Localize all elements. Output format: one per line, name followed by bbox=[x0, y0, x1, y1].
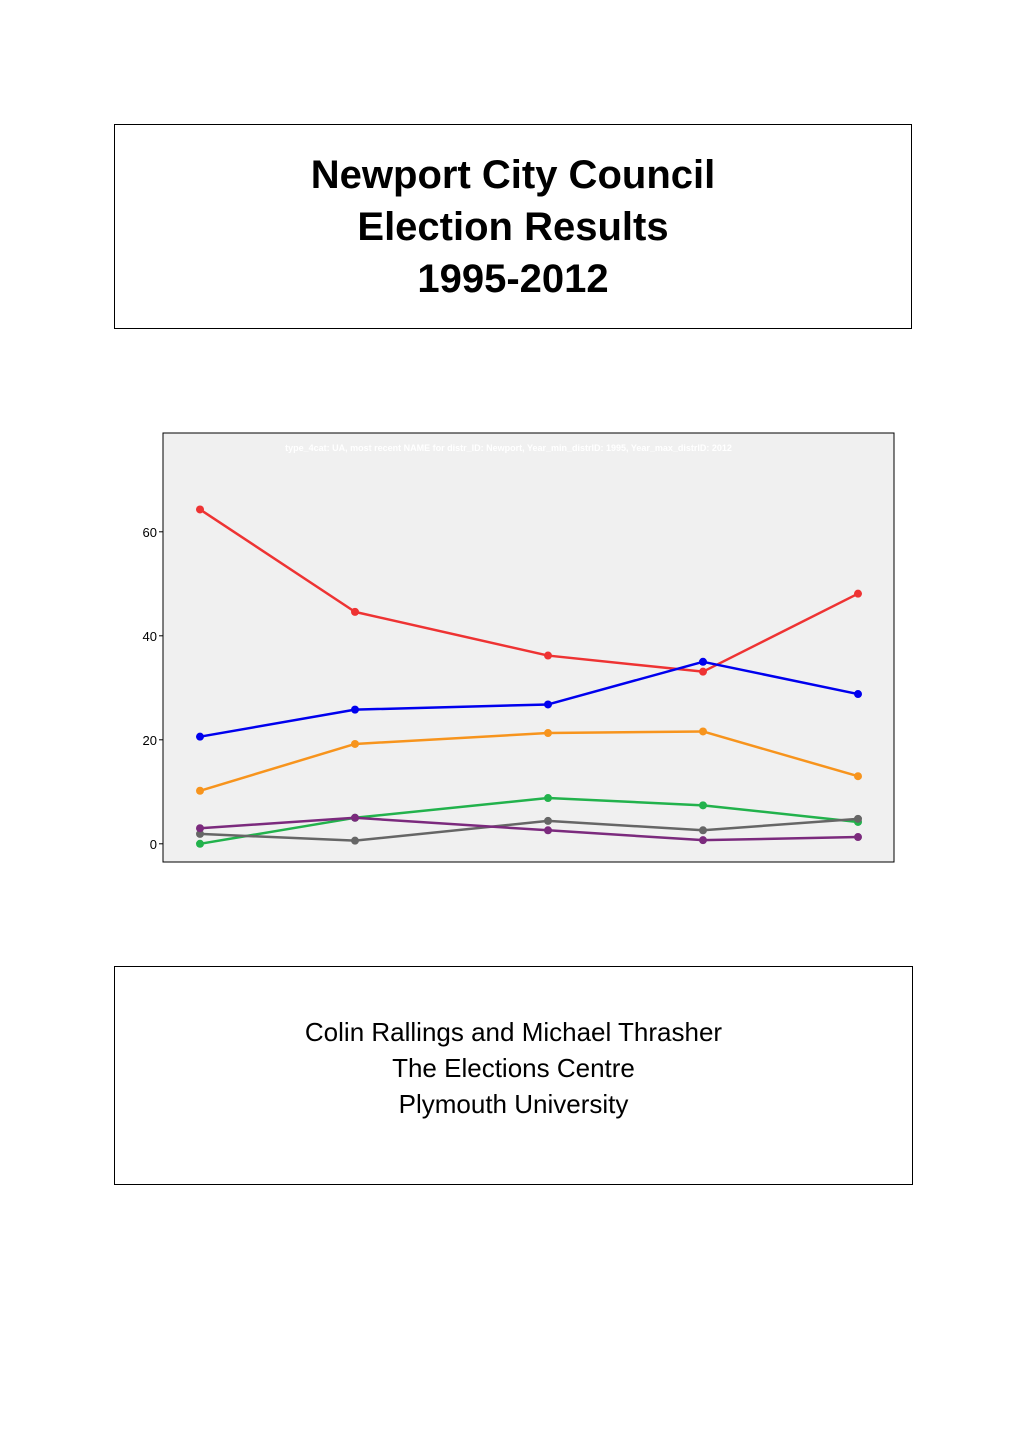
data-point bbox=[854, 833, 862, 841]
data-point bbox=[351, 837, 359, 845]
data-point bbox=[699, 801, 707, 809]
data-point bbox=[351, 608, 359, 616]
data-point bbox=[196, 824, 204, 832]
data-point bbox=[699, 836, 707, 844]
title-box bbox=[114, 124, 912, 329]
data-point bbox=[544, 817, 552, 825]
y-tick-label: 0 bbox=[149, 836, 157, 852]
data-point bbox=[351, 740, 359, 748]
organisation-line: The Elections Centre bbox=[392, 1053, 635, 1083]
data-point bbox=[544, 652, 552, 660]
y-tick-label: 40 bbox=[142, 628, 157, 644]
data-point bbox=[196, 840, 204, 848]
data-point bbox=[196, 787, 204, 795]
data-point bbox=[699, 727, 707, 735]
data-point bbox=[351, 706, 359, 714]
y-tick-label: 20 bbox=[142, 732, 157, 748]
data-point bbox=[544, 729, 552, 737]
chart-title: type_4cat: UA, most recent NAME for distr_ID: Newport, Year_min_distrID: 1995, Year_max_distrID: 2012 bbox=[285, 443, 732, 453]
data-point bbox=[854, 590, 862, 598]
plot-area bbox=[163, 433, 894, 862]
vote-share-chart bbox=[120, 430, 900, 870]
data-point bbox=[544, 826, 552, 834]
data-point bbox=[699, 668, 707, 676]
data-point bbox=[196, 733, 204, 741]
document-title-line-2: Election Results bbox=[357, 204, 669, 249]
data-point bbox=[854, 815, 862, 823]
data-point bbox=[351, 814, 359, 822]
data-point bbox=[544, 794, 552, 802]
data-point bbox=[699, 826, 707, 834]
y-tick-label: 60 bbox=[142, 524, 157, 540]
data-point bbox=[196, 505, 204, 513]
data-point bbox=[854, 772, 862, 780]
authors-line: Colin Rallings and Michael Thrasher bbox=[304, 1017, 723, 1047]
university-line: Plymouth University bbox=[398, 1089, 629, 1119]
document-title-line-3: 1995-2012 bbox=[417, 256, 609, 301]
data-point bbox=[544, 700, 552, 708]
data-point bbox=[699, 658, 707, 666]
data-point bbox=[854, 690, 862, 698]
author-box bbox=[114, 966, 913, 1185]
document-title-line-1: Newport City Council bbox=[310, 152, 716, 197]
chart-svg bbox=[120, 430, 900, 870]
